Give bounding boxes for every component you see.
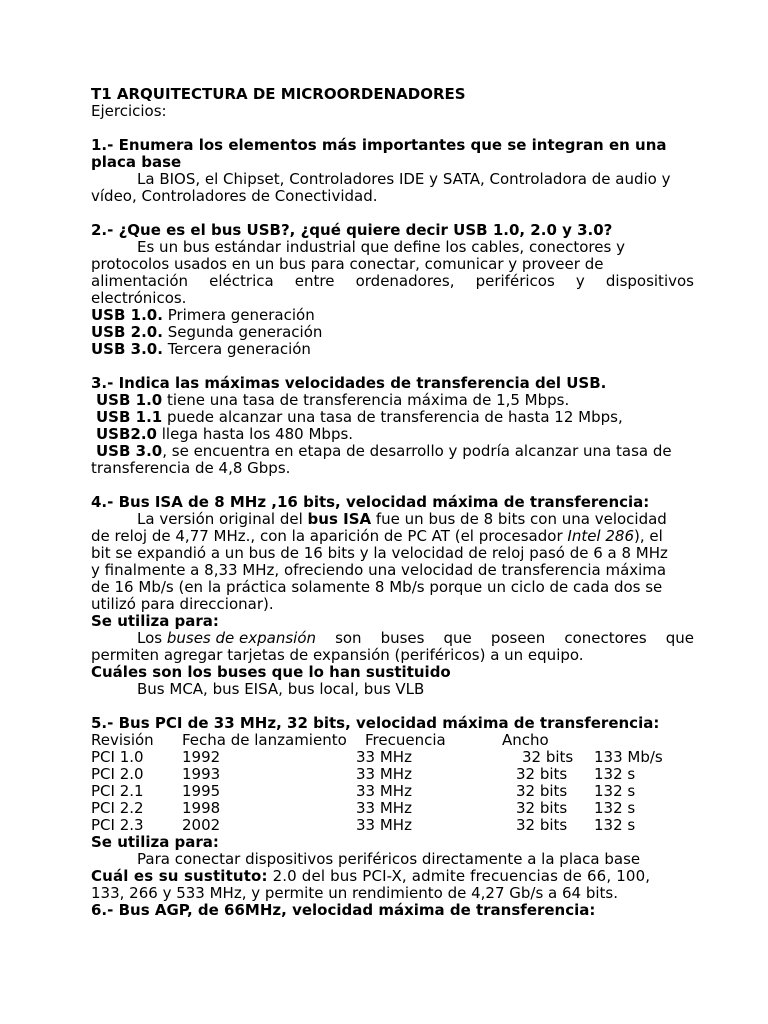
q5-substitute-line1: Cuál es su sustituto: 2.0 del bus PCI-X, admite frecuencias de 66, 100, bbox=[91, 867, 651, 885]
q5-substitute-line2: 133, 266 y 533 MHz, y permite un rendimiento de 4,27 Gb/s a 64 bits. bbox=[91, 884, 619, 902]
q3-question: 3.- Indica las máximas velocidades de transferencia del USB. bbox=[91, 374, 607, 392]
table-row: PCI 1.0 1992 33 MHz 32 bits 133 Mb/s bbox=[91, 748, 663, 766]
q2-answer-line3: alimentación eléctrica entre ordenadores, periféricos y dispositivos bbox=[91, 272, 694, 290]
q2-item: USB 3.0. Tercera generación bbox=[91, 340, 311, 358]
q4-substitutes: Bus MCA, bus EISA, bus local, bus VLB bbox=[137, 680, 425, 698]
q4-question: 4.- Bus ISA de 8 MHz ,16 bits, velocidad máxima de transferencia: bbox=[91, 493, 650, 511]
pci-table-header: Revisión Fecha de lanzamiento Frecuencia Ancho bbox=[91, 731, 549, 749]
q4-use-line1: Los buses de expansión son buses que poseen conectores que bbox=[137, 629, 694, 647]
q4-use-heading: Se utiliza para: bbox=[91, 612, 219, 630]
q3-item: USB2.0 llega hasta los 480 Mbps. bbox=[96, 425, 354, 443]
q2-item: USB 2.0. Segunda generación bbox=[91, 323, 323, 341]
document-page bbox=[91, 86, 694, 919]
document-subtitle: Ejercicios: bbox=[91, 102, 167, 120]
document-title: T1 ARQUITECTURA DE MICROORDENADORES bbox=[91, 85, 466, 103]
q4-substitutes-heading: Cuáles son los buses que lo han sustituido bbox=[91, 663, 451, 681]
q4-para-line1: La versión original del bus ISA fue un bus de 8 bits con una velocidad bbox=[137, 510, 667, 528]
q4-para-line3: bit se expandió a un bus de 16 bits y la velocidad de reloj pasó de 6 a 8 MHz bbox=[91, 544, 668, 562]
q1-question-line1: 1.- Enumera los elementos más importantes que se integran en una bbox=[91, 136, 667, 154]
q1-answer-line2: vídeo, Controladores de Conectividad. bbox=[91, 187, 378, 205]
q3-item: USB 3.0, se encuentra en etapa de desarrollo y podría alcanzar una tasa de bbox=[96, 442, 672, 460]
q3-item: USB 1.1 puede alcanzar una tasa de transferencia de hasta 12 Mbps, bbox=[96, 408, 623, 426]
q6-question: 6.- Bus AGP, de 66MHz, velocidad máxima de transferencia: bbox=[91, 901, 596, 919]
q1-answer-line1: La BIOS, el Chipset, Controladores IDE y SATA, Controladora de audio y bbox=[137, 170, 671, 188]
q2-answer-line1: Es un bus estándar industrial que define los cables, conectores y bbox=[137, 238, 625, 256]
q1-question-line2: placa base bbox=[91, 153, 182, 171]
table-row: PCI 2.1 1995 33 MHz 32 bits 132 s bbox=[91, 782, 636, 800]
q5-use-heading: Se utiliza para: bbox=[91, 833, 219, 851]
q2-question: 2.- ¿Que es el bus USB?, ¿qué quiere decir USB 1.0, 2.0 y 3.0? bbox=[91, 221, 613, 239]
q2-answer-line4: electrónicos. bbox=[91, 289, 187, 307]
q3-item: USB 1.0 tiene una tasa de transferencia máxima de 1,5 Mbps. bbox=[96, 391, 570, 409]
table-row: PCI 2.2 1998 33 MHz 32 bits 132 s bbox=[91, 799, 636, 817]
q4-para-line2: de reloj de 4,77 MHz., con la aparición de PC AT (el procesador Intel 286), el bbox=[91, 527, 663, 545]
q3-item-continuation: transferencia de 4,8 Gbps. bbox=[91, 459, 291, 477]
table-row: PCI 2.0 1993 33 MHz 32 bits 132 s bbox=[91, 765, 636, 783]
q4-use-line2: permiten agregar tarjetas de expansión (periféricos) a un equipo. bbox=[91, 646, 584, 664]
q4-para-line5: de 16 Mb/s (en la práctica solamente 8 Mb/s porque un ciclo de cada dos se bbox=[91, 578, 663, 596]
table-row: PCI 2.3 2002 33 MHz 32 bits 132 s bbox=[91, 816, 636, 834]
q5-use: Para conectar dispositivos periféricos directamente a la placa base bbox=[137, 850, 641, 868]
q2-answer-line2: protocolos usados en un bus para conectar, comunicar y proveer de bbox=[91, 255, 604, 273]
q4-para-line6: utilizó para direccionar). bbox=[91, 595, 274, 613]
q4-para-line4: y finalmente a 8,33 MHz, ofreciendo una velocidad de transferencia máxima bbox=[91, 561, 667, 579]
q2-item: USB 1.0. Primera generación bbox=[91, 306, 315, 324]
q5-question: 5.- Bus PCI de 33 MHz, 32 bits, velocidad máxima de transferencia: bbox=[91, 714, 660, 732]
